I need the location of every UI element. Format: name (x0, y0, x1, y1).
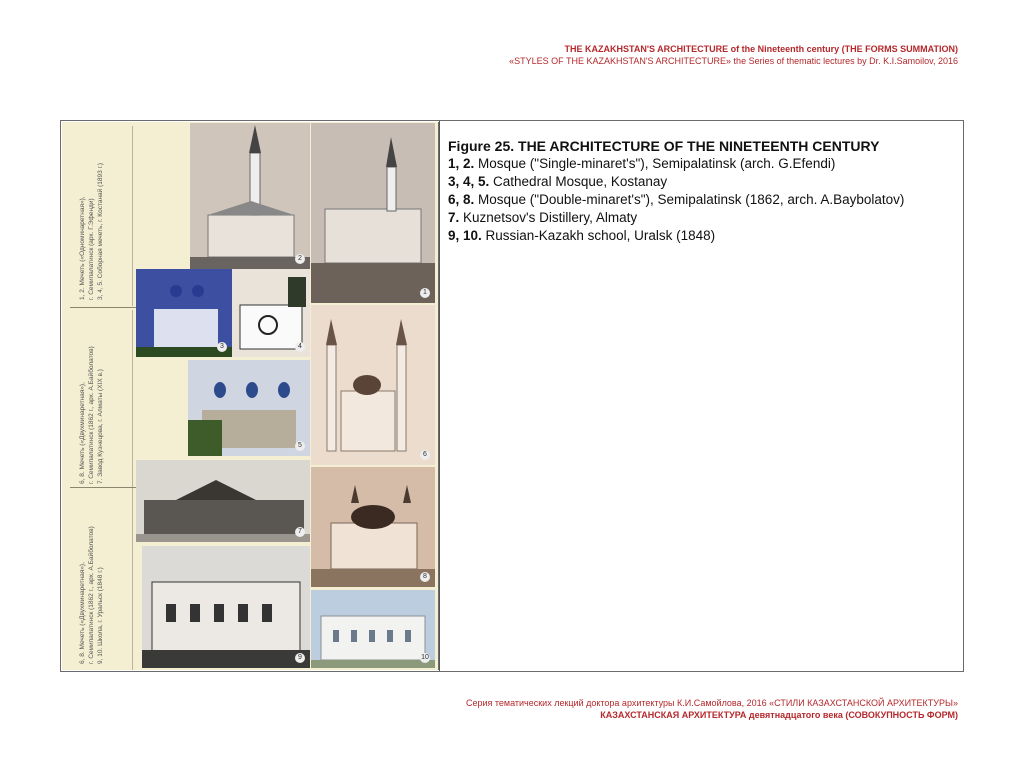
legend-item: 3, 4, 5. Cathedral Mosque, Kostanay (448, 174, 668, 189)
sepia-mosque-illustration (311, 467, 435, 587)
legend-title: Figure 25. THE ARCHITECTURE OF THE NINETEENTH CENTURY (448, 138, 880, 154)
photo-single-minaret-mosque (190, 123, 310, 269)
distillery-illustration (136, 460, 310, 542)
caption-line: 9, 10. Школа, г. Уральск (1848 г.) (97, 567, 104, 664)
mosque-illustration (311, 123, 435, 303)
legend-item: 1, 2. Mosque ("Single-minaret's"), Semipalatinsk (arch. G.Efendi) (448, 156, 836, 171)
caption-line: 6, 8. Мечеть («Двухминаретная»), (79, 382, 86, 484)
mosque-illustration (190, 123, 310, 269)
photo-number: 1 (420, 288, 430, 298)
photo-russian-kazakh-school-colour (311, 590, 435, 668)
photo-number: 7 (295, 527, 305, 537)
legend-item: 9, 10. Russian-Kazakh school, Uralsk (1848) (448, 228, 716, 243)
photo-number: 10 (421, 654, 429, 661)
cathedral-illustration (188, 360, 310, 456)
figure-frame (60, 120, 964, 672)
caption-line: г. Семипалатинск (1862 г., арх. А.Байболатов) (88, 346, 95, 484)
caption-line: 7. Завод Кузнецова, г. Алматы (XIX в.) (97, 369, 104, 484)
header-title: THE KAZAKHSTAN'S ARCHITECTURE of the Nineteenth century (THE FORMS SUMMATION) (564, 44, 958, 54)
caption-line: 3, 4, 5. Соборная мечеть, г. Костанай (1893 г.) (97, 162, 104, 300)
photo-double-minaret-mosque (311, 305, 435, 465)
photo-number: 6 (420, 450, 430, 460)
legend-item: 7. Kuznetsov's Distillery, Almaty (448, 210, 638, 225)
footer-series: Серия тематических лекций доктора архитектуры К.И.Самойлова, 2016 «СТИЛИ КАЗАХСТАНСКОЙ АРХИТЕКТУРЫ» (465, 698, 958, 708)
photo-number: 2 (295, 254, 305, 264)
photo-mosque-sepia (311, 467, 435, 587)
photo-blue-dome-mosque (136, 269, 232, 357)
photo-cathedral-mosque (188, 360, 310, 456)
school-colour-illustration (311, 590, 435, 668)
panel-divider (439, 121, 440, 671)
plate-caption-2 (74, 310, 133, 490)
photo-number: 8 (420, 572, 430, 582)
photo-distillery (136, 460, 310, 542)
caption-line: г. Семипалатинск (1862 г., арх. А.Байболатов) (88, 526, 95, 664)
double-minaret-illustration (311, 305, 435, 465)
caption-line: 1, 2. Мечеть («Одноминаретная»), (79, 196, 86, 300)
photo-number: 3 (217, 342, 227, 352)
plate-caption-3 (74, 490, 133, 670)
header-subtitle: «STYLES OF THE KAZAKHSTAN'S ARCHITECTURE» the Series of thematic lectures by Dr. K.I.Samoilov, 2016 (509, 56, 958, 66)
footer-title: КАЗАХСТАНСКАЯ АРХИТЕКТУРА девятнадцатого века (СОВОКУПНОСТЬ ФОРМ) (600, 710, 958, 720)
photo-mosque-corner (311, 123, 435, 303)
caption-separator (70, 487, 136, 488)
photo-number: 4 (295, 342, 305, 352)
caption-separator (70, 307, 136, 308)
plate-caption-1 (74, 126, 133, 306)
figure-legend (448, 137, 948, 245)
caption-line: г. Семипалатинск (арх. Г.Эфенди) (88, 198, 95, 300)
photo-russian-kazakh-school-bw (142, 546, 310, 668)
photo-number: 9 (295, 653, 305, 663)
photo-number: 5 (295, 441, 305, 451)
photo-plate (62, 122, 439, 670)
legend-item: 6, 8. Mosque ("Double-minaret's"), Semipalatinsk (1862, arch. A.Baybolatov) (448, 192, 905, 207)
photo-mosque-facade (232, 269, 310, 357)
school-illustration (142, 546, 310, 668)
caption-line: 6, 8. Мечеть («Двухминаретная»), (79, 562, 86, 664)
